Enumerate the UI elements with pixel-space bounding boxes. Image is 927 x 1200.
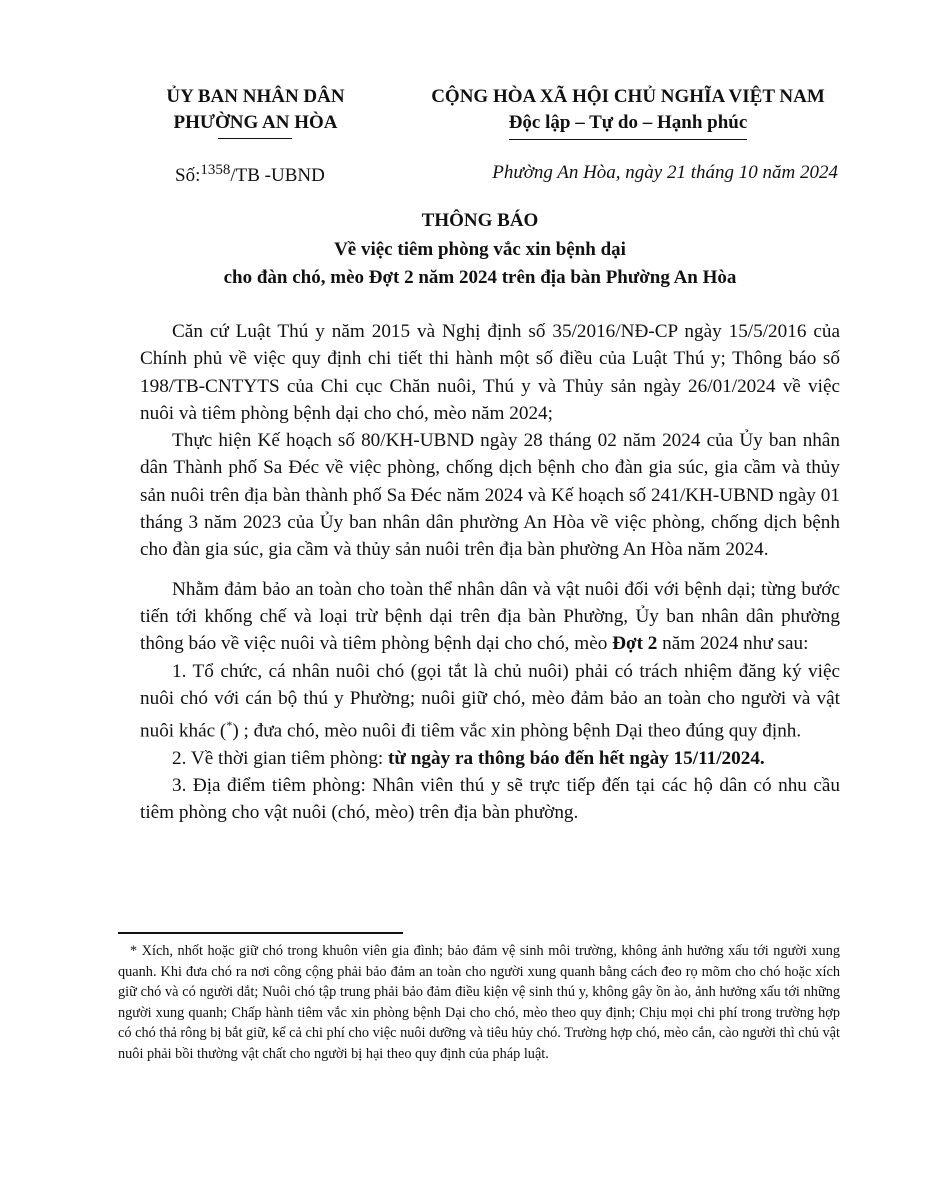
footnote-marker: * [226,718,233,733]
issuer-underline [218,138,292,139]
doc-number-prefix: Số: [175,165,201,186]
place-date: Phường An Hòa, ngày 21 tháng 10 năm 2024 [492,162,838,183]
document-type-title: THÔNG BÁO [421,210,539,231]
motto-underline [509,139,747,140]
item-2-text: 2. Về thời gian tiêm phòng: [172,747,389,769]
footnote-text: * Xích, nhốt hoặc giữ chó trong khuôn viên gia đình; bảo đảm vệ sinh môi trường, không ảnh hưởng xấu tới người xung quanh. Khi đưa chó ra nơi công cộng phải bảo đảm an toàn cho người xung quanh bằng cách đeo rọ mõm cho chó hoặc xích giữ chó và có người dắt; Nuôi chó tập trung phải bảo đảm điều kiện vệ sinh thú y, không gây ồn ào, ảnh hưởng xấu tới những người xung quanh; Chấp hành tiêm vắc xin phòng bệnh Dại cho chó, mèo theo quy định; Chịu mọi chi phí trong trường hợp có chó thả rông bị bắt giữ, kể cả chi phí cho việc nuôi dưỡng và tiêu hủy chó. Trường hợp chó, mèo cắn, cào người thì chủ vật nuôi phải bồi thường vật chất cho người bị hại theo quy định của pháp luật. [118,943,840,1062]
document-body [140,318,840,827]
paragraph-legal-basis: Căn cứ Luật Thú y năm 2015 và Nghị định số 35/2016/NĐ-CP ngày 15/5/2016 của Chính phủ về việc quy định chi tiết thi hành một số điều của Luật Thú y; Thông báo số 198/TB-CNTYTS của Chi cục Chăn nuôi, Thú y và Thủy sản ngày 26/01/2024 về việc nuôi và tiêm phòng bệnh dại cho chó, mèo năm 2024; [140,321,840,424]
national-motto: Độc lập – Tự do – Hạnh phúc [508,112,748,133]
item-1-registration [140,658,840,745]
item-1-text-a: 1. Tổ chức, cá nhân nuôi chó (gọi tắt là chủ nuôi) phải có trách nhiệm đăng ký việc nuôi chó với cán bộ thú y Phường; nuôi giữ chó, mèo đảm bảo an toàn cho người và vật nuôi khác ( [140,660,840,742]
paragraph-purpose [140,576,840,658]
purpose-text-b: năm 2024 như sau: [657,633,809,655]
item-1-text-b: ) ; đưa chó, mèo nuôi đi tiêm vắc xin phòng bệnh Dại theo đúng quy định. [232,720,802,742]
item-2-deadline: từ ngày ra thông báo đến hết ngày 15/11/2024. [388,747,765,769]
issuer-ward: PHƯỜNG AN HÒA [173,112,338,133]
footnote-divider [118,932,403,934]
item-2-time [140,745,840,772]
purpose-phase: Đợt 2 [612,633,658,655]
document-subject-line1: Về việc tiêm phòng vắc xin bệnh dại [334,239,626,260]
doc-number-suffix: /TB -UBND [230,165,325,186]
issuer-name: ỦY BAN NHÂN DÂN [166,86,345,107]
document-subject-line2: cho đàn chó, mèo Đợt 2 năm 2024 trên địa bàn Phường An Hòa [223,267,737,288]
purpose-text-a: Nhằm đảm bảo an toàn cho toàn thể nhân dân và vật nuôi đối với bệnh dại; từng bước tiến tới khống chế và loại trừ bệnh dại trên địa bàn Phường, Ủy ban nhân dân phường thông báo về việc nuôi và tiêm phòng bệnh dại cho chó, mèo [140,578,840,655]
paragraph-implementation: Thực hiện Kế hoạch số 80/KH-UBND ngày 28 tháng 02 năm 2024 của Ủy ban nhân dân Thành phố Sa Đéc về việc phòng, chống dịch bệnh cho đàn gia súc, gia cầm và thủy sản nuôi trên địa bàn thành phố Sa Đéc năm 2024 và Kế hoạch số 241/KH-UBND ngày 01 tháng 3 năm 2023 của Ủy ban nhân dân phường An Hòa về việc phòng, chống dịch bệnh cho đàn gia súc, gia cầm và thủy sản nuôi trên địa bàn phường An Hòa năm 2024. [140,430,840,561]
national-title: CỘNG HÒA XÃ HỘI CHỦ NGHĨA VIỆT NAM [431,86,825,107]
document-number [175,162,325,187]
item-3-location: 3. Địa điểm tiêm phòng: Nhân viên thú y sẽ trực tiếp đến tại các hộ dân có nhu cầu tiêm phòng cho vật nuôi (chó, mèo) trên địa bàn phường. [140,775,840,824]
doc-number-value: 1358 [200,162,231,178]
